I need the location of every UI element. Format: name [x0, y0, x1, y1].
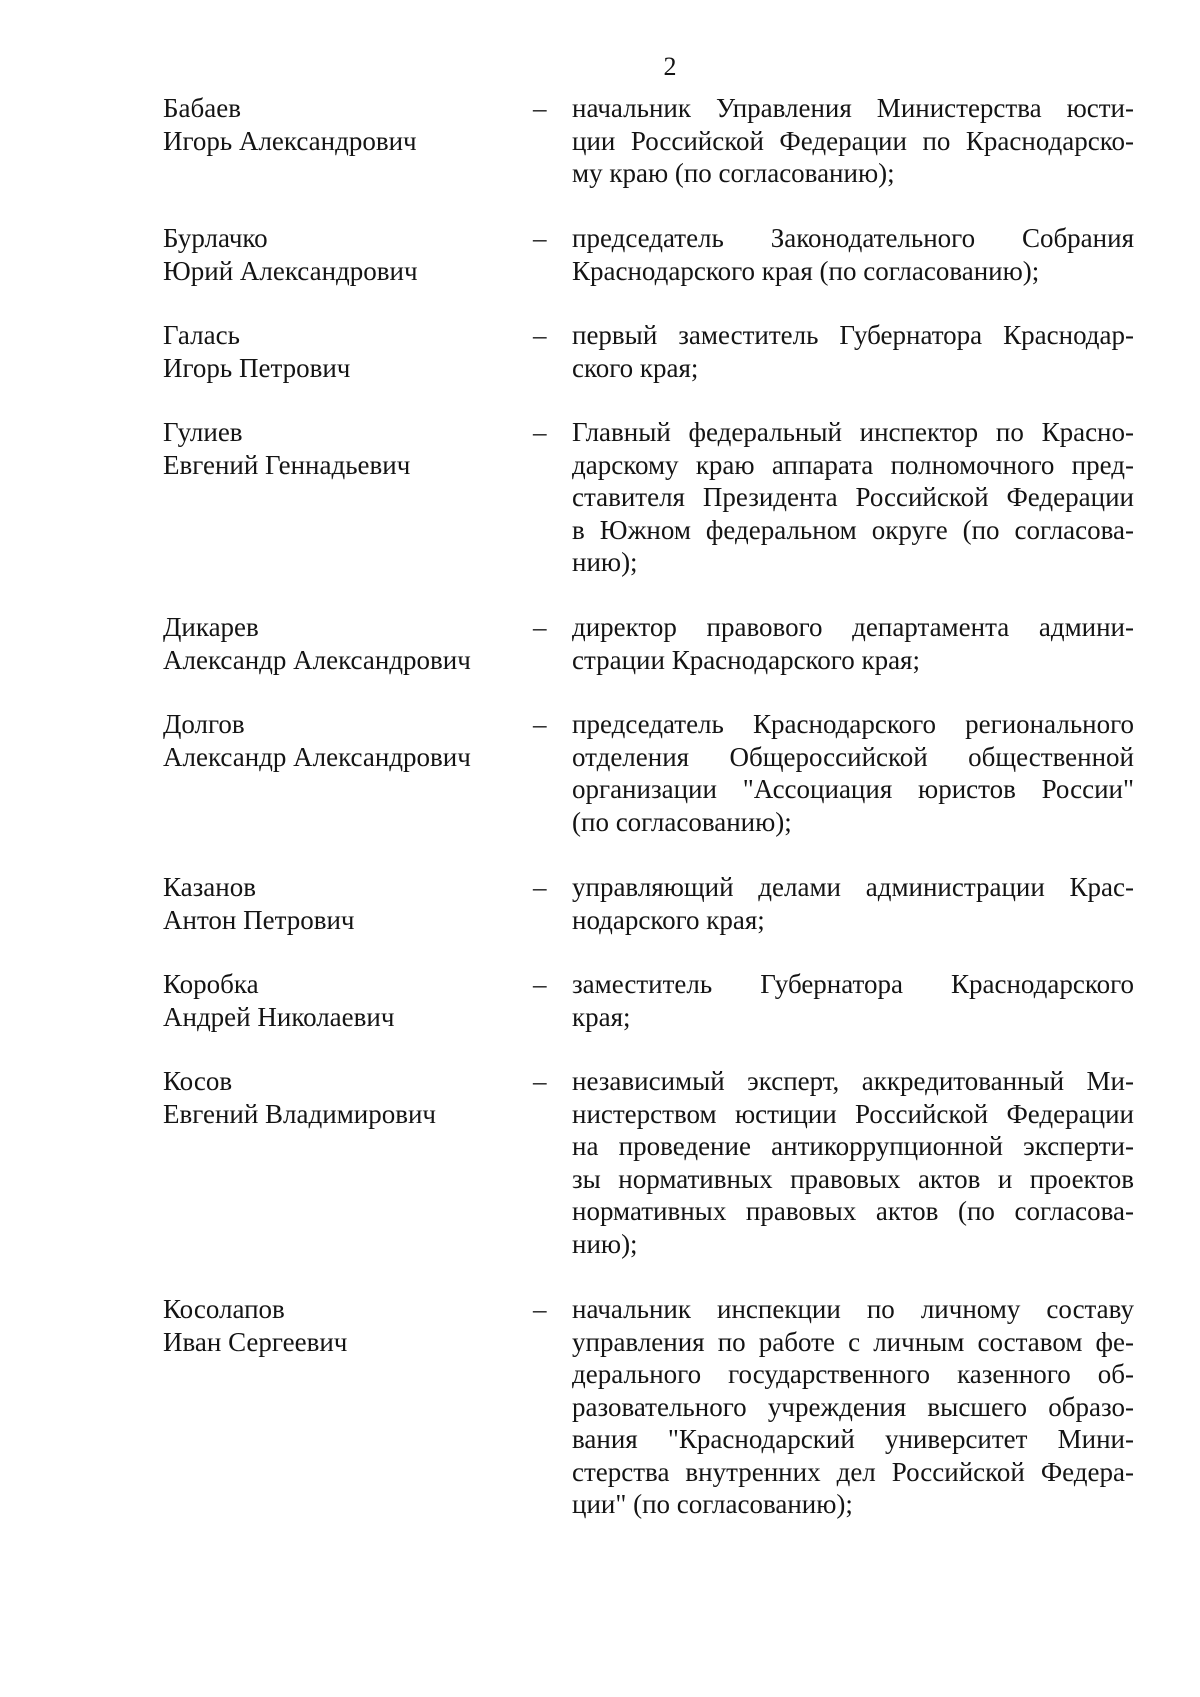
position-line: председатель Законодательного Собрания — [572, 223, 1134, 253]
member-name — [163, 1065, 523, 1130]
member-position — [572, 1065, 1134, 1260]
member-position — [572, 319, 1134, 384]
dash-separator: – — [533, 1294, 547, 1324]
member-name — [163, 611, 523, 676]
dash-separator: – — [533, 223, 547, 253]
member-name — [163, 92, 523, 157]
position-line: организации "Ассоциация юристов России" — [572, 774, 1134, 804]
position-line: дерального государственного казенного об- — [572, 1359, 1134, 1389]
member-given-name: Игорь Петрович — [163, 352, 351, 383]
member-position — [572, 92, 1134, 190]
member-given-name: Евгений Геннадьевич — [163, 449, 411, 480]
member-position — [572, 871, 1134, 936]
member-surname: Косов — [163, 1066, 233, 1096]
position-line: Главный федеральный инспектор по Красно- — [572, 417, 1134, 447]
dash-separator: – — [533, 1066, 547, 1096]
position-line: стерства внутренних дел Российской Федера- — [572, 1456, 1134, 1487]
member-position — [572, 416, 1134, 579]
position-line: управляющий делами администрации Крас- — [572, 872, 1134, 902]
member-surname: Бурлачко — [163, 223, 268, 253]
position-line: независимый эксперт, аккредитованный Ми- — [572, 1066, 1134, 1096]
member-surname: Бабаев — [163, 93, 241, 123]
position-line: разовательного учреждения высшего образо- — [572, 1391, 1134, 1422]
member-given-name: Андрей Николаевич — [163, 1001, 395, 1032]
member-surname: Гулиев — [163, 417, 243, 447]
position-line: в Южном федеральном округе (по согласова- — [572, 514, 1134, 545]
member-name — [163, 416, 523, 481]
member-name — [163, 708, 523, 773]
member-position — [572, 968, 1134, 1033]
member-position — [572, 611, 1134, 676]
page-number: 2 — [663, 52, 677, 81]
position-line: начальник инспекции по личному составу — [572, 1294, 1134, 1324]
position-line: края; — [572, 1001, 631, 1032]
position-line: нию); — [572, 547, 638, 577]
position-line: (по согласованию); — [572, 806, 792, 837]
position-line: вания "Краснодарский университет Мини- — [572, 1424, 1134, 1454]
member-position — [572, 708, 1134, 838]
position-line: первый заместитель Губернатора Краснодар- — [572, 320, 1134, 350]
position-line: заместитель Губернатора Краснодарского — [572, 969, 1134, 999]
position-line: му краю (по согласованию); — [572, 158, 895, 188]
member-name — [163, 319, 523, 384]
position-line: зы нормативных правовых актов и проектов — [572, 1163, 1134, 1194]
position-line: председатель Краснодарского регионального — [572, 709, 1134, 739]
position-line: на проведение антикоррупционной эксперти- — [572, 1131, 1134, 1161]
position-line: ского края; — [572, 352, 699, 383]
member-given-name: Александр Александрович — [163, 644, 471, 675]
position-line: Краснодарского края (по согласованию); — [572, 255, 1040, 286]
member-surname: Коробка — [163, 969, 259, 999]
position-line: нодарского края; — [572, 904, 765, 935]
member-name — [163, 1293, 523, 1358]
member-surname: Галась — [163, 320, 240, 350]
position-line: начальник Управления Министерства юсти- — [572, 93, 1134, 123]
member-name — [163, 871, 523, 936]
member-surname: Косолапов — [163, 1294, 285, 1324]
dash-separator: – — [533, 969, 547, 999]
dash-separator: – — [533, 93, 547, 123]
position-line: нормативных правовых актов (по согласова- — [572, 1196, 1134, 1226]
member-name — [163, 222, 523, 287]
dash-separator: – — [533, 872, 547, 902]
position-line: страции Краснодарского края; — [572, 644, 920, 675]
member-given-name: Юрий Александрович — [163, 255, 418, 286]
position-line: ставителя Президента Российской Федерации — [572, 482, 1134, 512]
dash-separator: – — [533, 709, 547, 739]
position-line: ции" (по согласованию); — [572, 1489, 853, 1519]
member-given-name: Иван Сергеевич — [163, 1326, 348, 1357]
dash-separator: – — [533, 612, 547, 642]
position-line: управления по работе с личным составом фе- — [572, 1326, 1134, 1357]
member-surname: Казанов — [163, 872, 256, 902]
member-position — [572, 1293, 1134, 1521]
position-line: нию); — [572, 1228, 638, 1259]
member-name — [163, 968, 523, 1033]
position-line: дарскому краю аппарата полномочного пред- — [572, 449, 1134, 480]
position-line: нистерством юстиции Российской Федерации — [572, 1098, 1134, 1129]
member-given-name: Александр Александрович — [163, 741, 471, 772]
member-position — [572, 222, 1134, 287]
dash-separator: – — [533, 320, 547, 350]
position-line: отделения Общероссийской общественной — [572, 741, 1134, 772]
dash-separator: – — [533, 417, 547, 447]
position-line: ции Российской Федерации по Краснодарско- — [572, 125, 1134, 156]
member-given-name: Игорь Александрович — [163, 125, 417, 156]
member-surname: Долгов — [163, 709, 245, 739]
member-given-name: Евгений Владимирович — [163, 1098, 437, 1129]
member-given-name: Антон Петрович — [163, 904, 355, 935]
member-surname: Дикарев — [163, 612, 259, 642]
position-line: директор правового департамента админи- — [572, 612, 1134, 642]
